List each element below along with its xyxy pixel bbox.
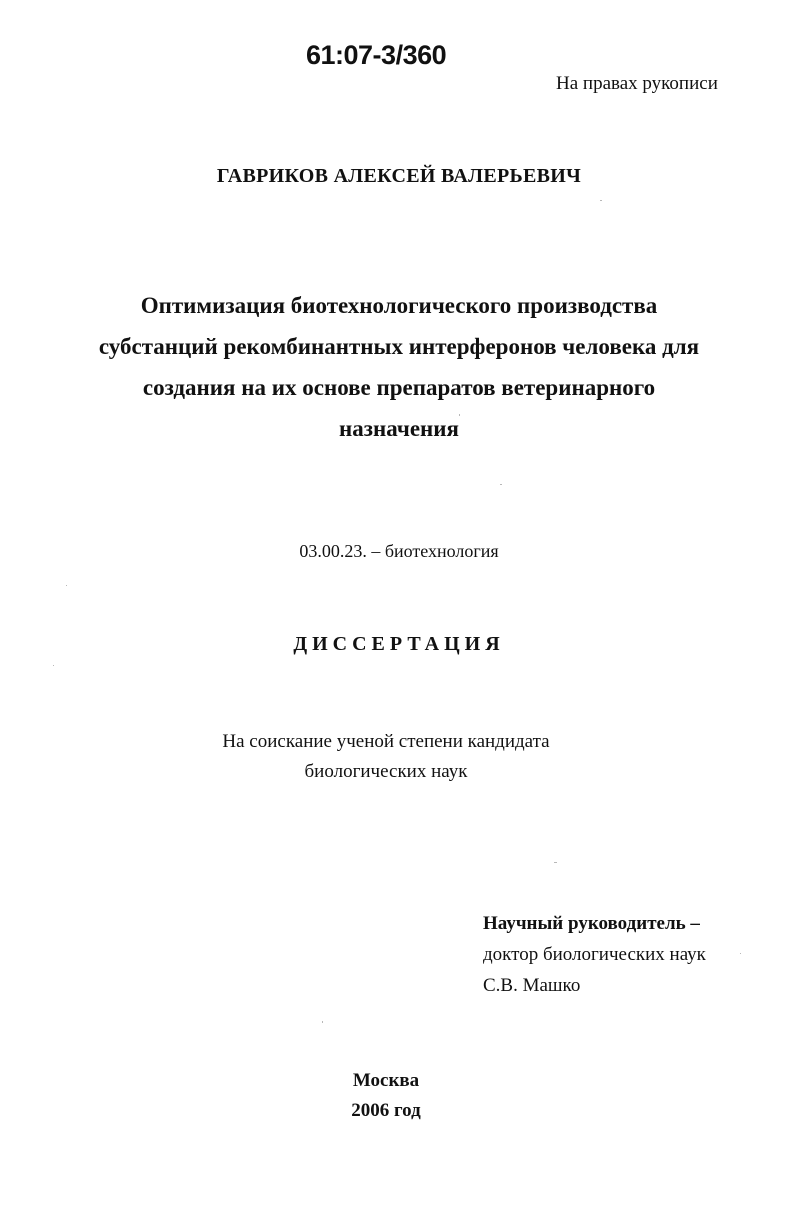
title-line: субстанций рекомбинантных интерферонов человека для xyxy=(98,334,700,359)
supervisor-block xyxy=(483,908,706,1001)
scan-speck xyxy=(554,862,557,863)
scan-speck xyxy=(66,585,67,586)
document-type-heading: ДИССЕРТАЦИЯ xyxy=(293,633,505,655)
scan-speck xyxy=(53,665,54,666)
scan-speck xyxy=(600,200,602,201)
place-and-year xyxy=(0,1066,772,1126)
scan-speck xyxy=(740,953,741,954)
supervisor-name: С.В. Машко xyxy=(483,975,581,996)
title-line: Оптимизация биотехнологического производства xyxy=(140,293,658,318)
degree-line: На соискание ученой степени кандидата xyxy=(222,731,550,752)
supervisor-label: Научный руководитель – xyxy=(483,913,700,934)
title-line: назначения xyxy=(339,416,459,441)
dissertation-title xyxy=(40,285,758,449)
author-name: ГАВРИКОВ АЛЕКСЕЙ ВАЛЕРЬЕВИЧ xyxy=(216,165,582,187)
year: 2006 год xyxy=(351,1100,421,1121)
scan-speck xyxy=(459,414,460,416)
degree-statement xyxy=(0,727,772,787)
city: Москва xyxy=(352,1070,420,1091)
specialty-code: 03.00.23. – биотехнология xyxy=(299,541,499,561)
supervisor-degree: доктор биологических наук xyxy=(483,944,706,965)
scan-speck xyxy=(500,484,502,485)
scan-speck xyxy=(322,1021,323,1023)
degree-line: биологических наук xyxy=(304,761,468,782)
rights-note: На правах рукописи xyxy=(556,73,718,94)
title-line: создания на их основе препаратов ветеринарного xyxy=(142,375,656,400)
archive-code-stamp: 61:07-3/360 xyxy=(306,40,447,70)
